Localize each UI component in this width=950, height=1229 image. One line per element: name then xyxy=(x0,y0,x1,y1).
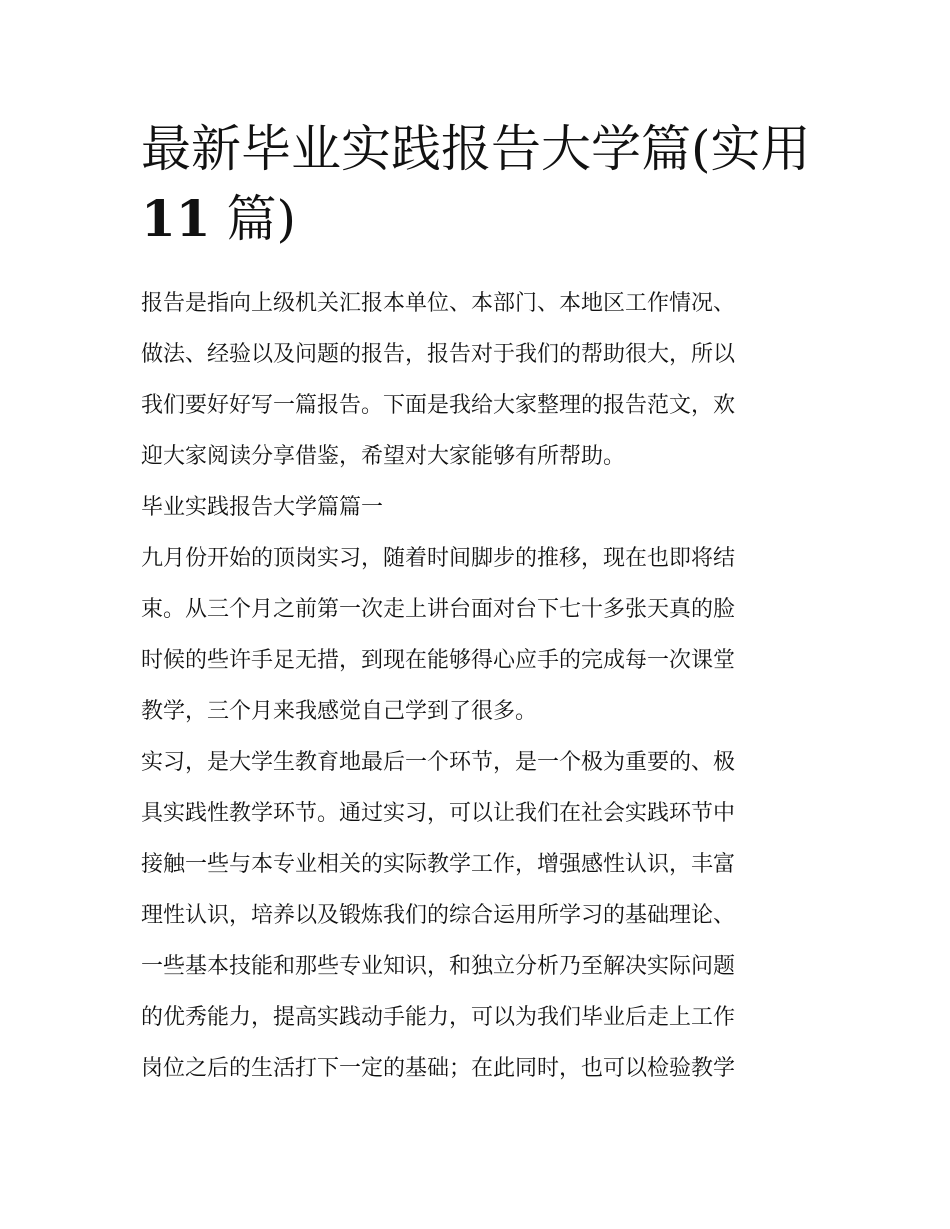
page-title xyxy=(141,114,821,254)
text-line: 实习，是大学生教育地最后一个环节，是一个极为重要的、极 xyxy=(141,750,736,775)
body-text xyxy=(141,278,821,1094)
text-line: 束。从三个月之前第一次走上讲台面对台下七十多张天真的脸 xyxy=(141,597,736,622)
text-line: 九月份开始的顶岗实习，随着时间脚步的推移，现在也即将结 xyxy=(141,546,736,571)
text-line: 的优秀能力，提高实践动手能力，可以为我们毕业后走上工作 xyxy=(141,1005,736,1030)
text-line: 接触一些与本专业相关的实际教学工作，增强感性认识，丰富 xyxy=(141,852,736,877)
text-line: 一些基本技能和那些专业知识，和独立分析乃至解决实际问题 xyxy=(141,954,736,979)
text-line: 时候的些许手足无措，到现在能够得心应手的完成每一次课堂 xyxy=(141,648,736,673)
text-line: 迎大家阅读分享借鉴，希望对大家能够有所帮助。 xyxy=(141,444,626,469)
text-line: 具实践性教学环节。通过实习，可以让我们在社会实践环节中 xyxy=(141,801,736,826)
text-line: 岗位之后的生活打下一定的基础；在此同时，也可以检验教学 xyxy=(141,1056,736,1081)
title-number: 11 xyxy=(141,189,211,248)
text-line: 教学，三个月来我感觉自己学到了很多。 xyxy=(141,699,538,724)
title-line-1: 最新毕业实践报告大学篇(实用 xyxy=(141,120,811,178)
text-line: 报告是指向上级机关汇报本单位、本部门、本地区工作情况、 xyxy=(141,291,736,316)
section-heading: 毕业实践报告大学篇篇一 xyxy=(141,495,384,520)
title-suffix: 篇) xyxy=(210,190,296,248)
text-line: 做法、经验以及问题的报告，报告对于我们的帮助很大，所以 xyxy=(141,342,736,367)
text-line: 我们要好好写一篇报告。下面是我给大家整理的报告范文，欢 xyxy=(141,393,736,418)
text-line: 理性认识，培养以及锻炼我们的综合运用所学习的基础理论、 xyxy=(141,903,736,928)
